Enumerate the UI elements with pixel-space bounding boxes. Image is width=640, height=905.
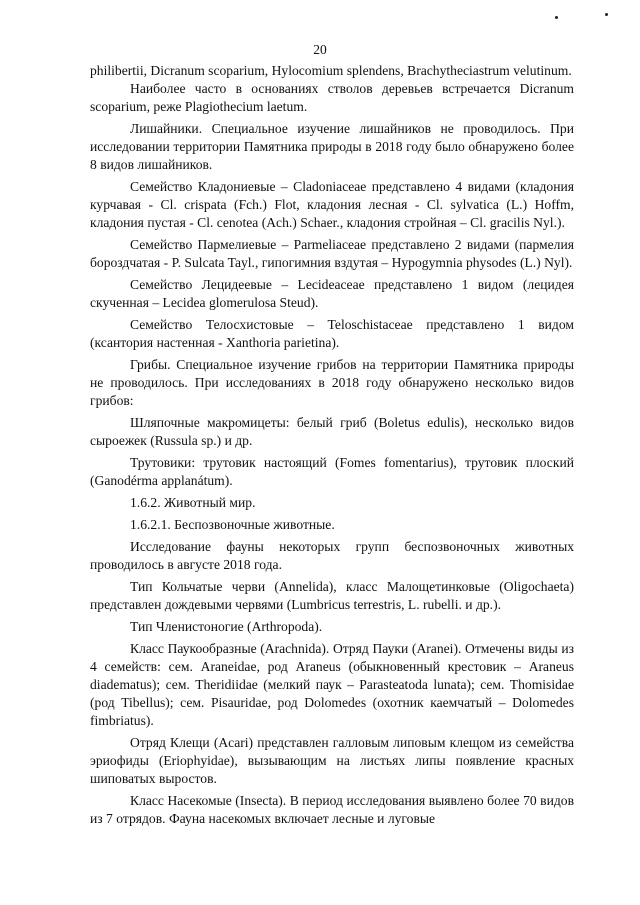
paragraph-lecideaceae: Семейство Лецидеевые – Lecideaceae представлено 1 видом (лецидея скученная – Lecidea glomerulosa Steud). <box>90 277 574 310</box>
paragraph-annelida: Тип Кольчатые черви (Annelida), класс Малощетинковые (Oligochaeta) представлен дождевыми червями (Lumbricus terrestris, L. rubelli. и др.). <box>90 579 574 612</box>
paragraph-polypores: Трутовики: трутовик настоящий (Fomes fomentarius), трутовик плоский (Ganodérma applanátum). <box>90 455 574 488</box>
section-heading-fauna: 1.6.2. Животный мир. <box>130 495 256 510</box>
section-heading-invertebrates: 1.6.2.1. Беспозвоночные животные. <box>130 517 335 532</box>
paragraph-continuation: philibertii, Dicranum scoparium, Hylocomium splendens, Brachytheciastrum velutinum. <box>90 63 572 78</box>
document-body <box>90 62 574 828</box>
paragraph-mosses: Наиболее часто в основаниях стволов деревьев встречается Dicranum scoparium, реже Plagiothecium laetum. <box>90 81 574 114</box>
paragraph-arachnida: Класс Паукообразные (Arachnida). Отряд Пауки (Aranei). Отмечены виды из 4 семейств: сем. Araneidae, род Araneus (обыкновенный крестовик – Araneus diadematus); сем. Theridiidae (мелкий паук – Parasteatoda lunata); сем. Thomisidae (род Tibellus); сем. Pisauridae, род Dolomedes (охотник каемчатый – Dolomedes fimbriatus). <box>90 641 574 728</box>
paragraph-teloschistaceae: Семейство Телосхистовые – Teloschistaceae представлено 1 видом (ксантория настенная - Xanthoria parietina). <box>90 317 574 350</box>
paragraph-parmeliaceae: Семейство Пармелиевые – Parmeliaceae представлено 2 видами (пармелия бороздчатая - P. Sulcata Tayl., гипогимния вздутая – Hypogymnia physodes (L.) Nyl). <box>90 237 574 270</box>
scan-speck <box>555 16 558 19</box>
paragraph-insecta: Класс Насекомые (Insecta). В период исследования выявлено более 70 видов из 7 отрядов. Фауна насекомых включает лесные и луговые <box>90 793 574 826</box>
page-number: 20 <box>313 42 327 57</box>
scan-speck <box>605 13 608 16</box>
paragraph-arthropoda: Тип Членистоногие (Arthropoda). <box>130 619 323 634</box>
paragraph-acari: Отряд Клещи (Acari) представлен галловым липовым клещом из семейства эриофиды (Eriophyidae), вызывающим на листьях липы появление красных шиповатых выростов. <box>90 735 574 786</box>
paragraph-cladoniaceae: Семейство Кладониевые – Cladoniaceae представлено 4 видами (кладония курчавая - Cl. crispata (Fch.) Flot, кладония лесная - Cl. sylvatica (L.) Hoffm, кладония пустая - Cl. cenotea (Ach.) Schaer., кладония стройная – Cl. gracilis Nyl.). <box>90 179 574 230</box>
paragraph-fungi-intro: Грибы. Специальное изучение грибов на территории Памятника природы не проводилось. При исследованиях в 2018 году обнаружено несколько видов грибов: <box>90 357 574 408</box>
paragraph-invertebrates-study: Исследование фауны некоторых групп беспозвоночных животных проводилось в августе 2018 года. <box>90 539 574 572</box>
paragraph-macromycetes: Шляпочные макромицеты: белый гриб (Boletus edulis), несколько видов сыроежек (Russula sp.) и др. <box>90 415 574 448</box>
paragraph-lichens-intro: Лишайники. Специальное изучение лишайников не проводилось. При исследовании территории Памятника природы в 2018 году было обнаружено более 8 видов лишайников. <box>90 121 574 172</box>
